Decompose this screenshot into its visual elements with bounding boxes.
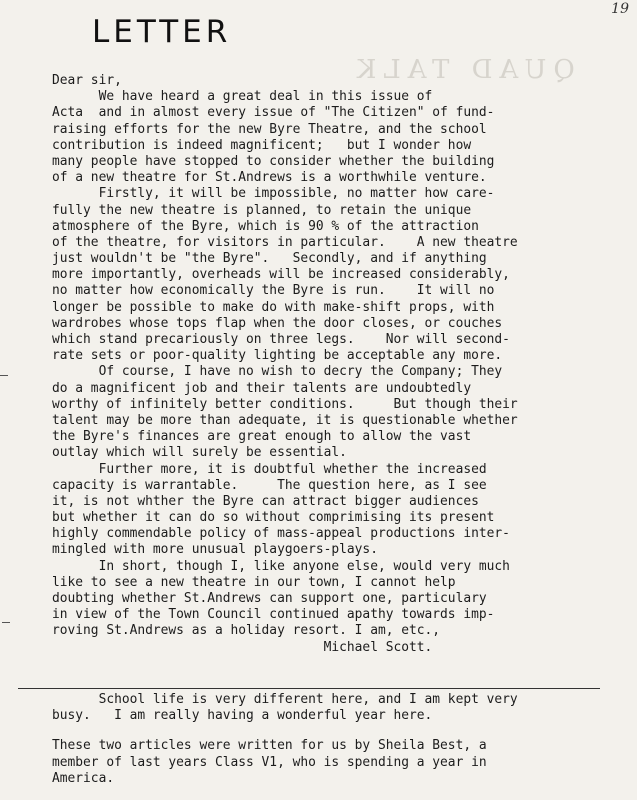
letter-line: In short, though I, like anyone else, would very much bbox=[52, 558, 510, 574]
letter-line: Firstly, it will be impossible, no matter how care- bbox=[52, 186, 495, 202]
letter-line: atmosphere of the Byre, which is 90 % of the attraction bbox=[52, 218, 479, 234]
letter-line: many people have stopped to consider whether the building bbox=[52, 153, 495, 169]
letter-line: rate sets or poor-quality lighting be acceptable any more. bbox=[52, 348, 503, 364]
letter-line: fully the new theatre is planned, to retain the unique bbox=[52, 202, 472, 218]
footer-line: School life is very different here, and I am kept very bbox=[52, 692, 518, 707]
page-title: LETTER bbox=[92, 14, 232, 50]
bleed-through-text: QUAD TALK bbox=[350, 55, 575, 85]
letter-line: Acta and in almost every issue of "The Citizen" of fund- bbox=[52, 105, 495, 121]
letter-line: outlay which will surely be essential. bbox=[52, 445, 347, 461]
margin-mark bbox=[2, 622, 10, 623]
footer-section bbox=[52, 692, 637, 787]
letter-line: the Byre's finances are great enough to allow the vast bbox=[52, 429, 472, 445]
letter-line: just wouldn't be "the Byre". Secondly, and if anything bbox=[52, 251, 487, 267]
section-divider bbox=[18, 688, 600, 689]
letter-line: mingled with more unusual playgoers-plays. bbox=[52, 542, 378, 558]
letter-line: which stand precariously on three legs. Nor will second- bbox=[52, 332, 510, 347]
letter-line: in view of the Town Council continued apathy towards imp- bbox=[52, 607, 495, 623]
letter-line: Of course, I have no wish to decry the Company; They bbox=[52, 364, 503, 380]
letter-line: Michael Scott. bbox=[52, 639, 433, 655]
letter-line: contribution is indeed magnificent; but I wonder how bbox=[52, 137, 472, 153]
letter-line: highly commendable policy of mass-appeal productions inter- bbox=[52, 526, 510, 542]
letter-line: longer be possible to make do with make-shift props, with bbox=[52, 299, 495, 315]
letter-line: Further more, it is doubtful whether the increased bbox=[52, 461, 487, 477]
page-number: 19 bbox=[611, 1, 629, 17]
letter-line: wardrobes whose tops flap when the door closes, or couches bbox=[52, 315, 503, 331]
letter-line: We have heard a great deal in this issue of bbox=[52, 89, 433, 105]
letter-line: roving St.Andrews as a holiday resort. I am, etc., bbox=[52, 623, 441, 639]
letter-line: of a new theatre for St.Andrews is a worthwhile venture. bbox=[52, 170, 487, 186]
margin-mark bbox=[0, 375, 8, 376]
letter-line: more importantly, overheads will be increased considerably, bbox=[52, 267, 510, 283]
letter-line: talent may be more than adequate, it is questionable whether bbox=[52, 412, 518, 428]
letter-line: worthy of infinitely better conditions. But though their bbox=[52, 396, 518, 412]
letter-line: capacity is warrantable. The question here, as I see bbox=[52, 477, 487, 493]
note-line: America. bbox=[52, 770, 115, 786]
letter-line: like to see a new theatre in our town, I cannot help bbox=[52, 574, 456, 590]
letter-line: doubting whether St.Andrews can support one, particulary bbox=[52, 591, 487, 606]
letter-line: raising efforts for the new Byre Theatre, and the school bbox=[52, 121, 487, 137]
letter-line: no matter how economically the Byre is run. It will no bbox=[52, 283, 495, 299]
letter-body bbox=[52, 73, 637, 656]
letter-line: Dear sir, bbox=[52, 73, 122, 88]
note-line: member of last years Class V1, who is spending a year in bbox=[52, 754, 487, 770]
paragraph-gap bbox=[52, 724, 637, 738]
note-line: These two articles were written for us by Sheila Best, a bbox=[52, 738, 487, 754]
letter-line: of the theatre, for visitors in particular. A new theatre bbox=[52, 234, 518, 250]
letter-line: do a magnificent job and their talents are undoubtedly bbox=[52, 380, 472, 396]
letter-line: it, is not whther the Byre can attract bigger audiences bbox=[52, 493, 479, 509]
footer-line: busy. I am really having a wonderful year here. bbox=[52, 708, 433, 724]
letter-line: but whether it can do so without comprimising its present bbox=[52, 510, 495, 526]
